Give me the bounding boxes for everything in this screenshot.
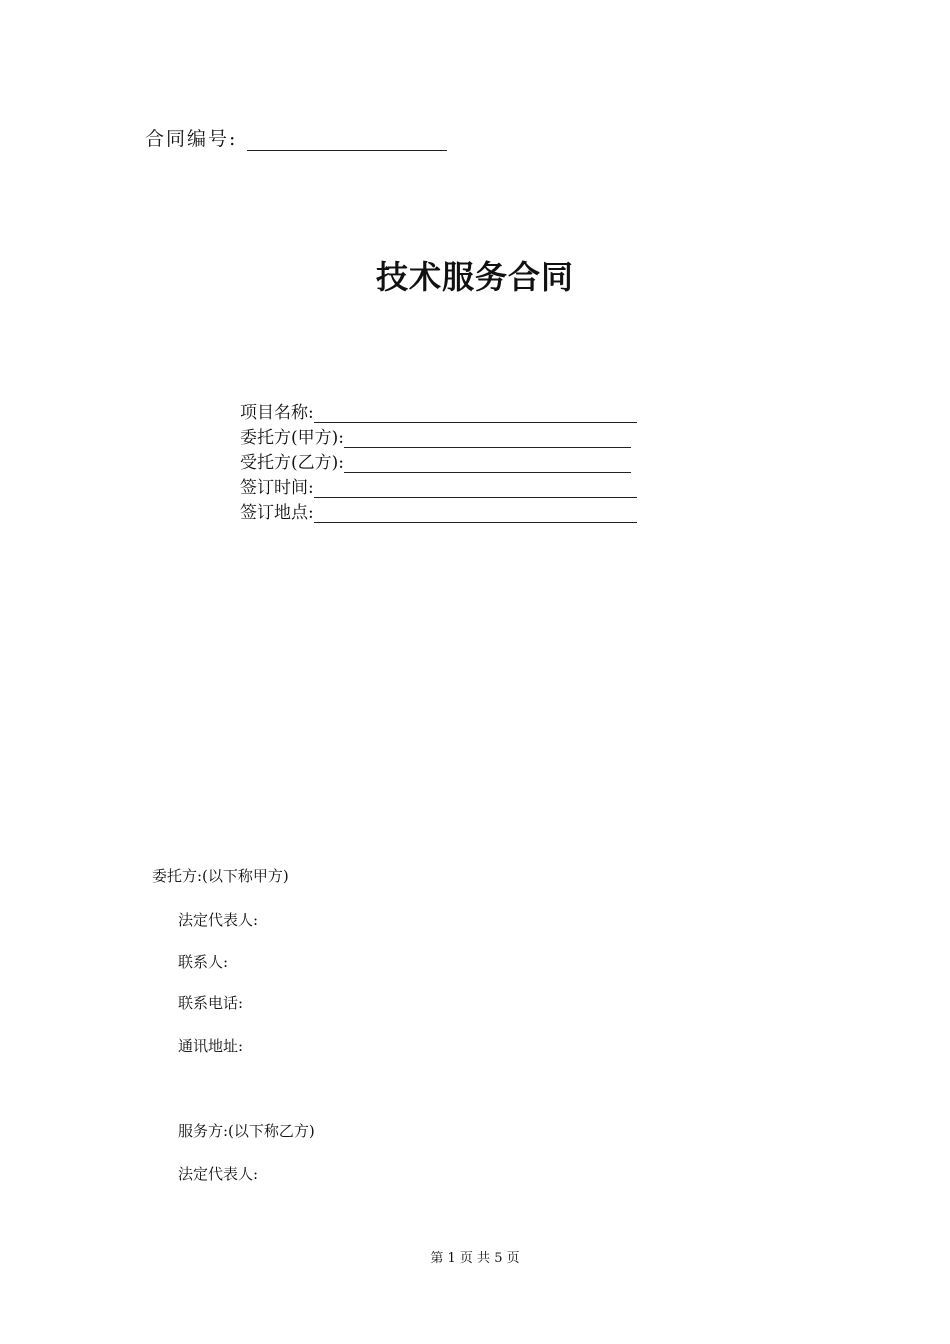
contract-number (145, 124, 447, 151)
field-label: 签订地点: (240, 503, 314, 523)
field-label: 受托方(乙方): (240, 453, 344, 473)
party-a-address: 通讯地址: (178, 1037, 244, 1055)
party-a-phone: 联系电话: (178, 994, 244, 1012)
field-label: 签订时间: (240, 478, 314, 498)
party-b-legal-rep: 法定代表人: (178, 1165, 259, 1183)
field-sign-date (240, 473, 637, 498)
field-blank[interactable] (314, 402, 637, 423)
party-b-heading: 服务方:(以下称乙方) (178, 1122, 315, 1140)
document-title: 技术服务合同 (375, 258, 574, 296)
field-label: 委托方(甲方): (240, 428, 344, 448)
contract-number-label: 合同编号: (145, 128, 238, 150)
party-a-legal-rep: 法定代表人: (178, 911, 259, 929)
field-blank[interactable] (314, 477, 637, 498)
page-number: 第 1 页 共 5 页 (430, 1251, 520, 1266)
party-a-contact: 联系人: (178, 953, 229, 971)
field-sign-place (240, 498, 637, 523)
field-blank[interactable] (344, 452, 631, 473)
field-blank[interactable] (344, 427, 631, 448)
field-provider (240, 448, 637, 473)
field-blank[interactable] (314, 502, 637, 523)
field-project-name (240, 398, 637, 423)
contract-number-blank[interactable] (247, 130, 447, 151)
field-label: 项目名称: (240, 403, 314, 423)
party-a-heading: 委托方:(以下称甲方) (152, 867, 289, 885)
cover-fields (240, 398, 637, 523)
field-client (240, 423, 637, 448)
